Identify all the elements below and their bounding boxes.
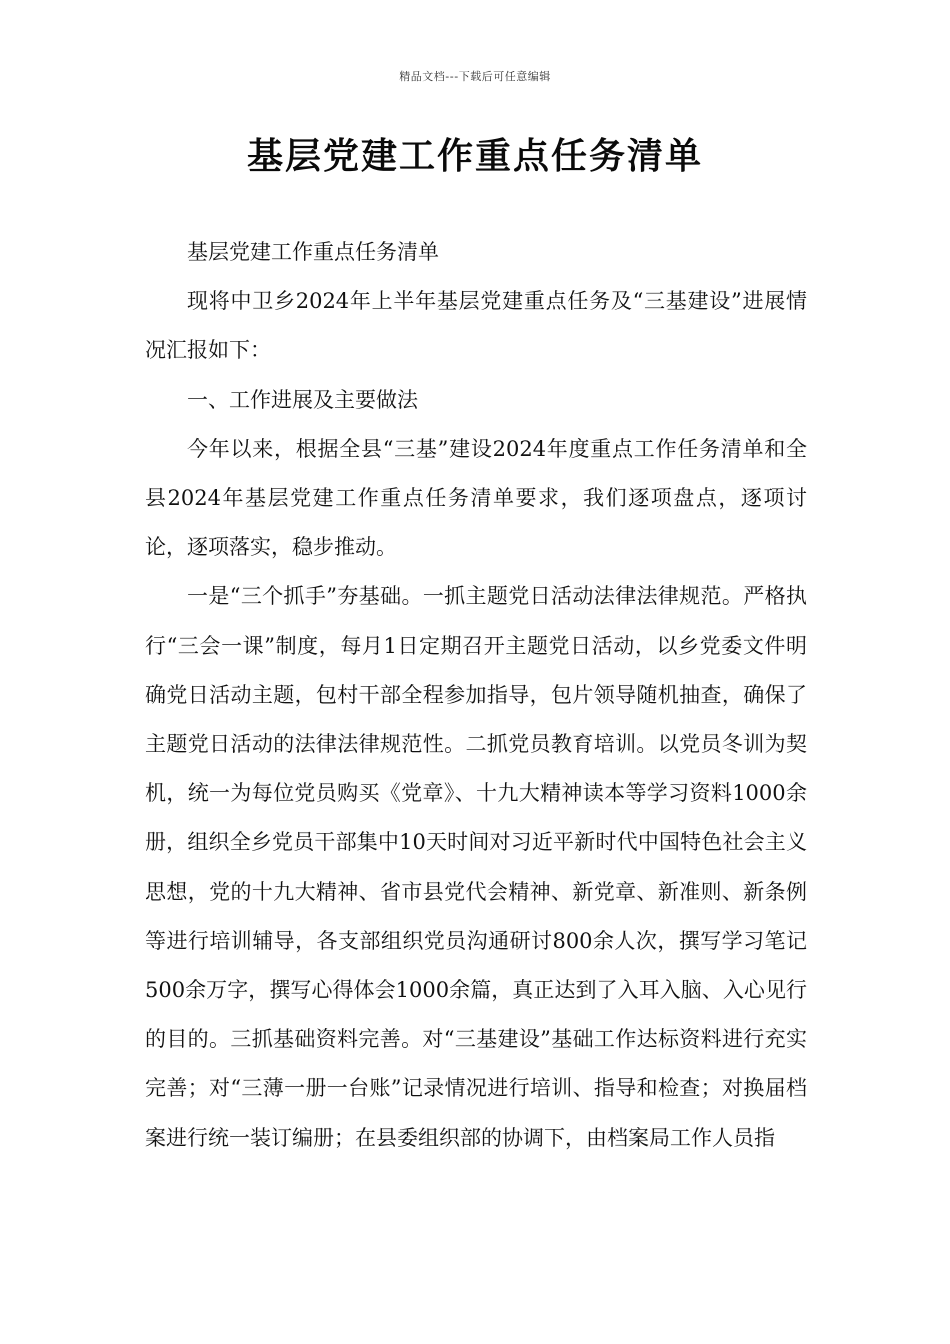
paragraph: 一是“三个抓手”夯基础。一抓主题党日活动法律法律规范。严格执行“三会一课”制度，每月1日定期召开主题党日活动，以乡党委文件明确党日活动主题，包村干部全程参加指导，包片领导随机抽查，确保了主题党日活动的法律法律规范性。二抓党员教育培训。以党员冬训为契机，统一为每位党员购买《党章》、十九大精神读本等学习资料1000余册，组织全乡党员干部集中10天时间对习近平新时代中国特色社会主义思想，党的十九大精神、省市县党代会精神、新党章、新准则、新条例等进行培训辅导，各支部组织党员沟通研讨800余人次，撰写学习笔记500余万字，撰写心得体会1000余篇，真正达到了入耳入脑、入心见行的目的。三抓基础资料完善。对“三基建设”基础工作达标资料进行充实完善；对“三薄一册一台账”记录情况进行培训、指导和检查；对换届档案进行统一装订编册；在县委组织部的协调下，由档案局工作人员指 — [145, 584, 807, 1150]
paragraph: 今年以来，根据全县“三基”建设2024年度重点工作任务清单和全县2024年基层党建工作重点任务清单要求，我们逐项盘点，逐项讨论，逐项落实，稳步推动。 — [145, 436, 807, 560]
header-note: 精品文档---下载后可任意编辑 — [399, 70, 551, 83]
paragraph-intro: 现将中卫乡2024年上半年基层党建重点任务及“三基建设”进展情况汇报如下： — [145, 289, 807, 363]
document-title: 基层党建工作重点任务清单 — [246, 136, 703, 177]
paragraph-subtitle: 基层党建工作重点任务清单 — [187, 240, 439, 264]
document-body — [145, 228, 807, 1163]
section-heading: 一、工作进展及主要做法 — [187, 387, 418, 412]
